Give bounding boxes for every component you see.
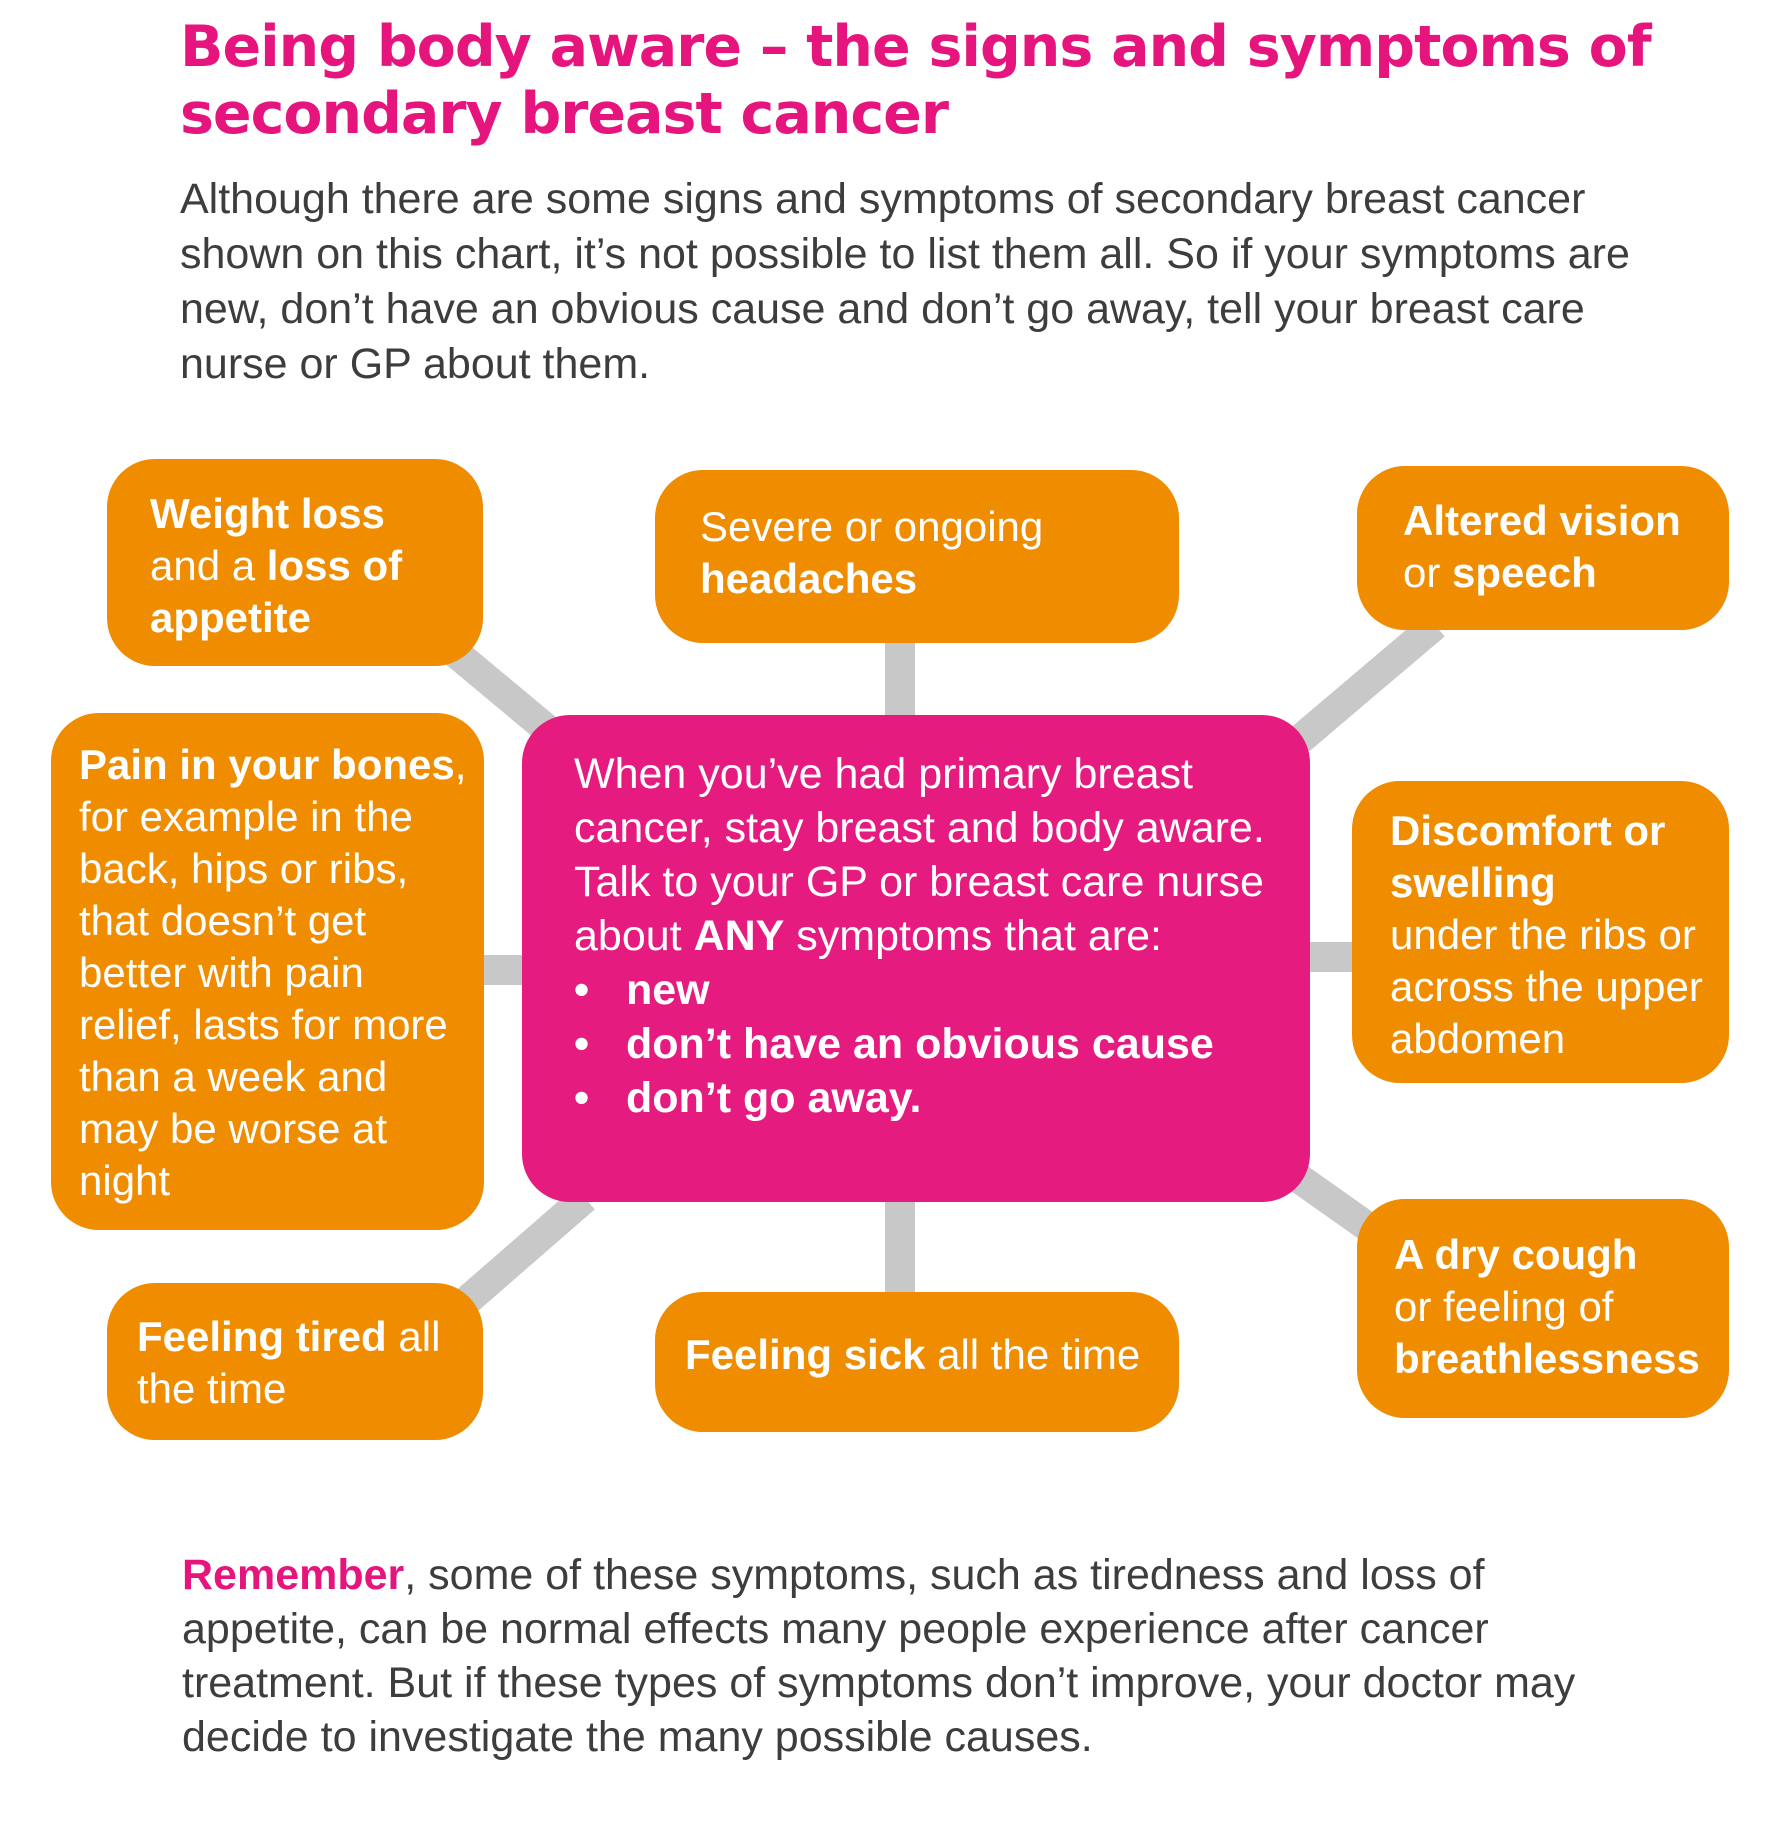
- symptom-discomfort-text: under the ribs or across the upper abdomen: [1390, 911, 1703, 1062]
- symptom-sick-text: all the time: [937, 1331, 1141, 1378]
- footer-text: , some of these symptoms, such as tiredness and loss of appetite, can be normal effects many people experience after cancer treatment. But if these types of symptoms don’t improve, your doctor may decide to investigate the many possible causes.: [182, 1551, 1576, 1761]
- connector-tired: [462, 1198, 585, 1305]
- symptom-vision-text: or: [1403, 549, 1441, 596]
- symptom-weight-text: and a: [150, 542, 256, 589]
- symptom-discomfort-bold: Discomfort or swelling: [1390, 807, 1666, 906]
- intro-paragraph: Although there are some signs and symptoms of secondary breast cancer shown on this chart, it’s not possible to list them all. So if your symptoms are new, don’t have an obvious cause and don’t go away, tell your breast care nurse or GP about them.: [180, 175, 1630, 388]
- symptom-weight-loss: [107, 459, 483, 666]
- symptom-tiredness: [107, 1283, 483, 1440]
- symptom-cough-bold-1: A dry cough: [1394, 1231, 1638, 1278]
- symptom-headaches-bold: headaches: [700, 555, 918, 602]
- symptom-discomfort: [1352, 781, 1729, 1083]
- symptom-headaches-text: Severe or ongoing: [700, 503, 1044, 550]
- symptom-bone-pain: [51, 713, 484, 1230]
- center-bullet-persist: • don’t go away.: [574, 1071, 1270, 1125]
- symptom-bones-bold: Pain in your bones: [79, 741, 455, 788]
- symptom-weight-bold-1: Weight loss: [150, 490, 385, 537]
- symptom-cough-text: or feeling of: [1394, 1283, 1614, 1330]
- footer-paragraph: [182, 1548, 1642, 1764]
- connector-vision: [1290, 625, 1435, 748]
- symptom-headaches: [655, 470, 1179, 643]
- symptom-sick-bold: Feeling sick: [685, 1331, 926, 1378]
- center-bullet-list: [574, 963, 1270, 1125]
- center-bullet-no-cause: • don’t have an obvious cause: [574, 1017, 1270, 1071]
- footer-remember: Remember: [182, 1551, 405, 1599]
- symptom-cough: [1357, 1199, 1729, 1418]
- center-emphasis: ANY: [693, 912, 785, 960]
- center-text-b: symptoms that are:: [784, 912, 1162, 960]
- center-text-a: When you’ve had primary breast cancer, stay breast and body aware. Talk to your GP or breast care nurse about: [574, 750, 1265, 960]
- center-bullet-new: • new: [574, 963, 1270, 1017]
- symptom-bones-text: , for example in the back, hips or ribs, that doesn’t get better with pain relief, lasts for more than a week and may be worse at night: [79, 741, 467, 1204]
- symptom-vision-speech: [1357, 466, 1729, 630]
- center-message: [522, 715, 1310, 1202]
- symptom-vision-bold-2: speech: [1452, 549, 1597, 596]
- page-title: Being body aware – the signs and symptoms of secondary breast cancer: [180, 14, 1651, 147]
- symptom-vision-bold-1: Altered vision: [1403, 497, 1681, 544]
- symptom-tired-text: all the time: [137, 1313, 441, 1412]
- symptom-weight-bold-2: loss of appetite: [150, 542, 403, 641]
- symptom-cough-bold-2: breathlessness: [1394, 1335, 1700, 1382]
- symptom-sickness: [655, 1292, 1179, 1432]
- symptom-tired-bold: Feeling tired: [137, 1313, 387, 1360]
